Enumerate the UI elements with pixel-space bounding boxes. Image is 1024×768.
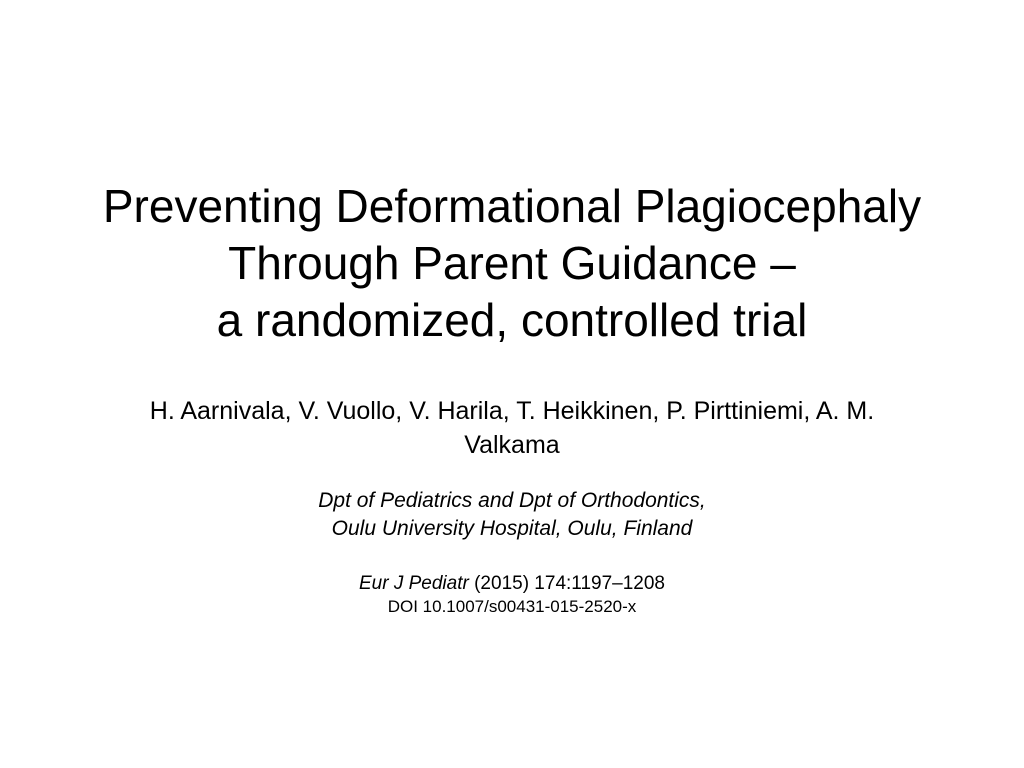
affiliation-line: Dpt of Pediatrics and Dpt of Orthodontics, — [318, 489, 706, 512]
citation-line — [0, 571, 1024, 596]
affiliation — [0, 487, 1024, 543]
title-line: Preventing Deformational Plagiocephaly — [102, 180, 922, 232]
citation-details: (2015) 174:1197–1208 — [468, 573, 665, 594]
doi: DOI 10.1007/s00431-015-2520-x — [387, 597, 637, 616]
affiliation-line: Oulu University Hospital, Oulu, Finland — [331, 517, 693, 540]
title-line: a randomized, controlled trial — [216, 294, 808, 346]
author-line: Valkama — [464, 431, 560, 459]
citation — [0, 571, 1024, 618]
title-line: Through Parent Guidance – — [228, 237, 796, 289]
slide-title — [0, 178, 1024, 349]
author-list — [40, 394, 984, 462]
journal-name: Eur J Pediatr — [359, 573, 469, 594]
author-line: H. Aarnivala, V. Vuollo, V. Harila, T. Heikkinen, P. Pirttiniemi, A. M. — [149, 397, 875, 425]
